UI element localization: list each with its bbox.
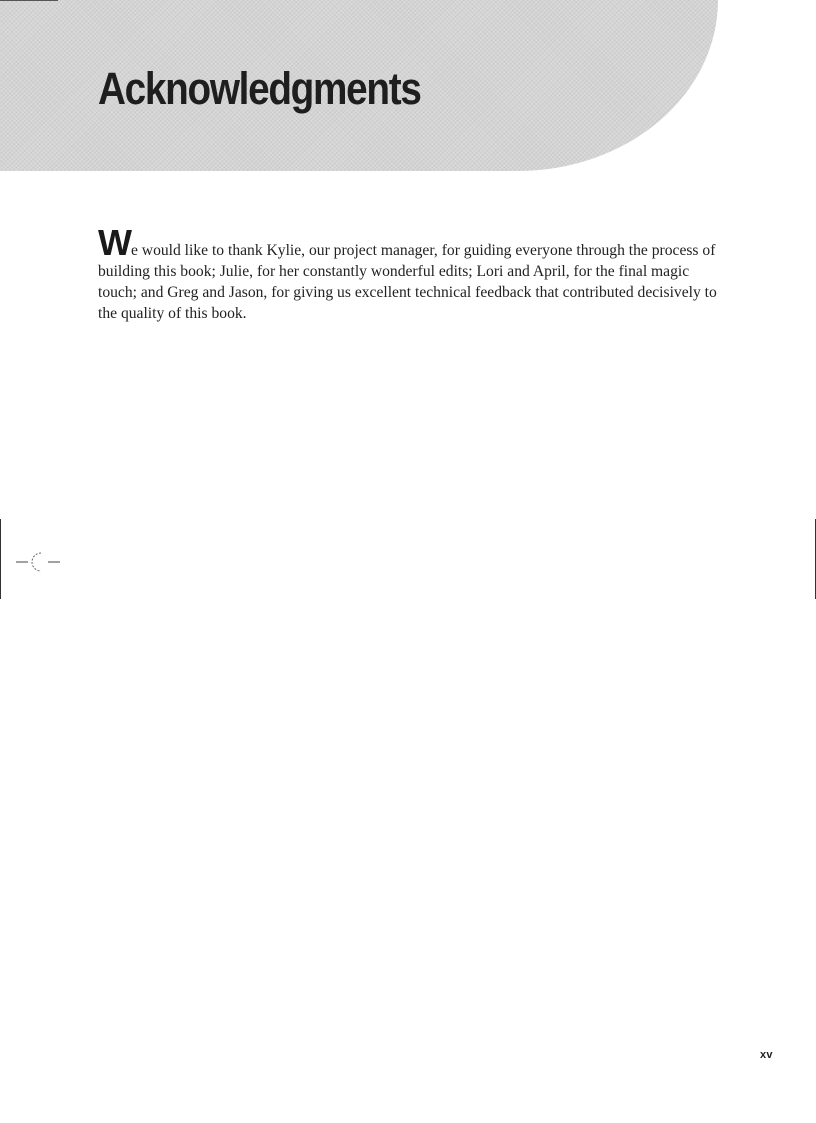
crop-mark (0, 0, 58, 1)
drop-cap: W (98, 222, 131, 263)
binding-mark-left (0, 519, 1, 599)
chapter-title: Acknowledgments (98, 63, 421, 114)
registration-mark-icon (16, 550, 62, 574)
page-number: xv (760, 1049, 773, 1061)
acknowledgments-paragraph (98, 222, 723, 324)
paragraph-text: e would like to thank Kylie, our project manager, for guiding everyone through the process of building this book; Julie, for her constantly wonderful edits; Lori and April, for the final magic touch; and Greg and Jason, for giving us excellent technical feedback that contributed decisively to the quality of this book. (98, 242, 717, 322)
